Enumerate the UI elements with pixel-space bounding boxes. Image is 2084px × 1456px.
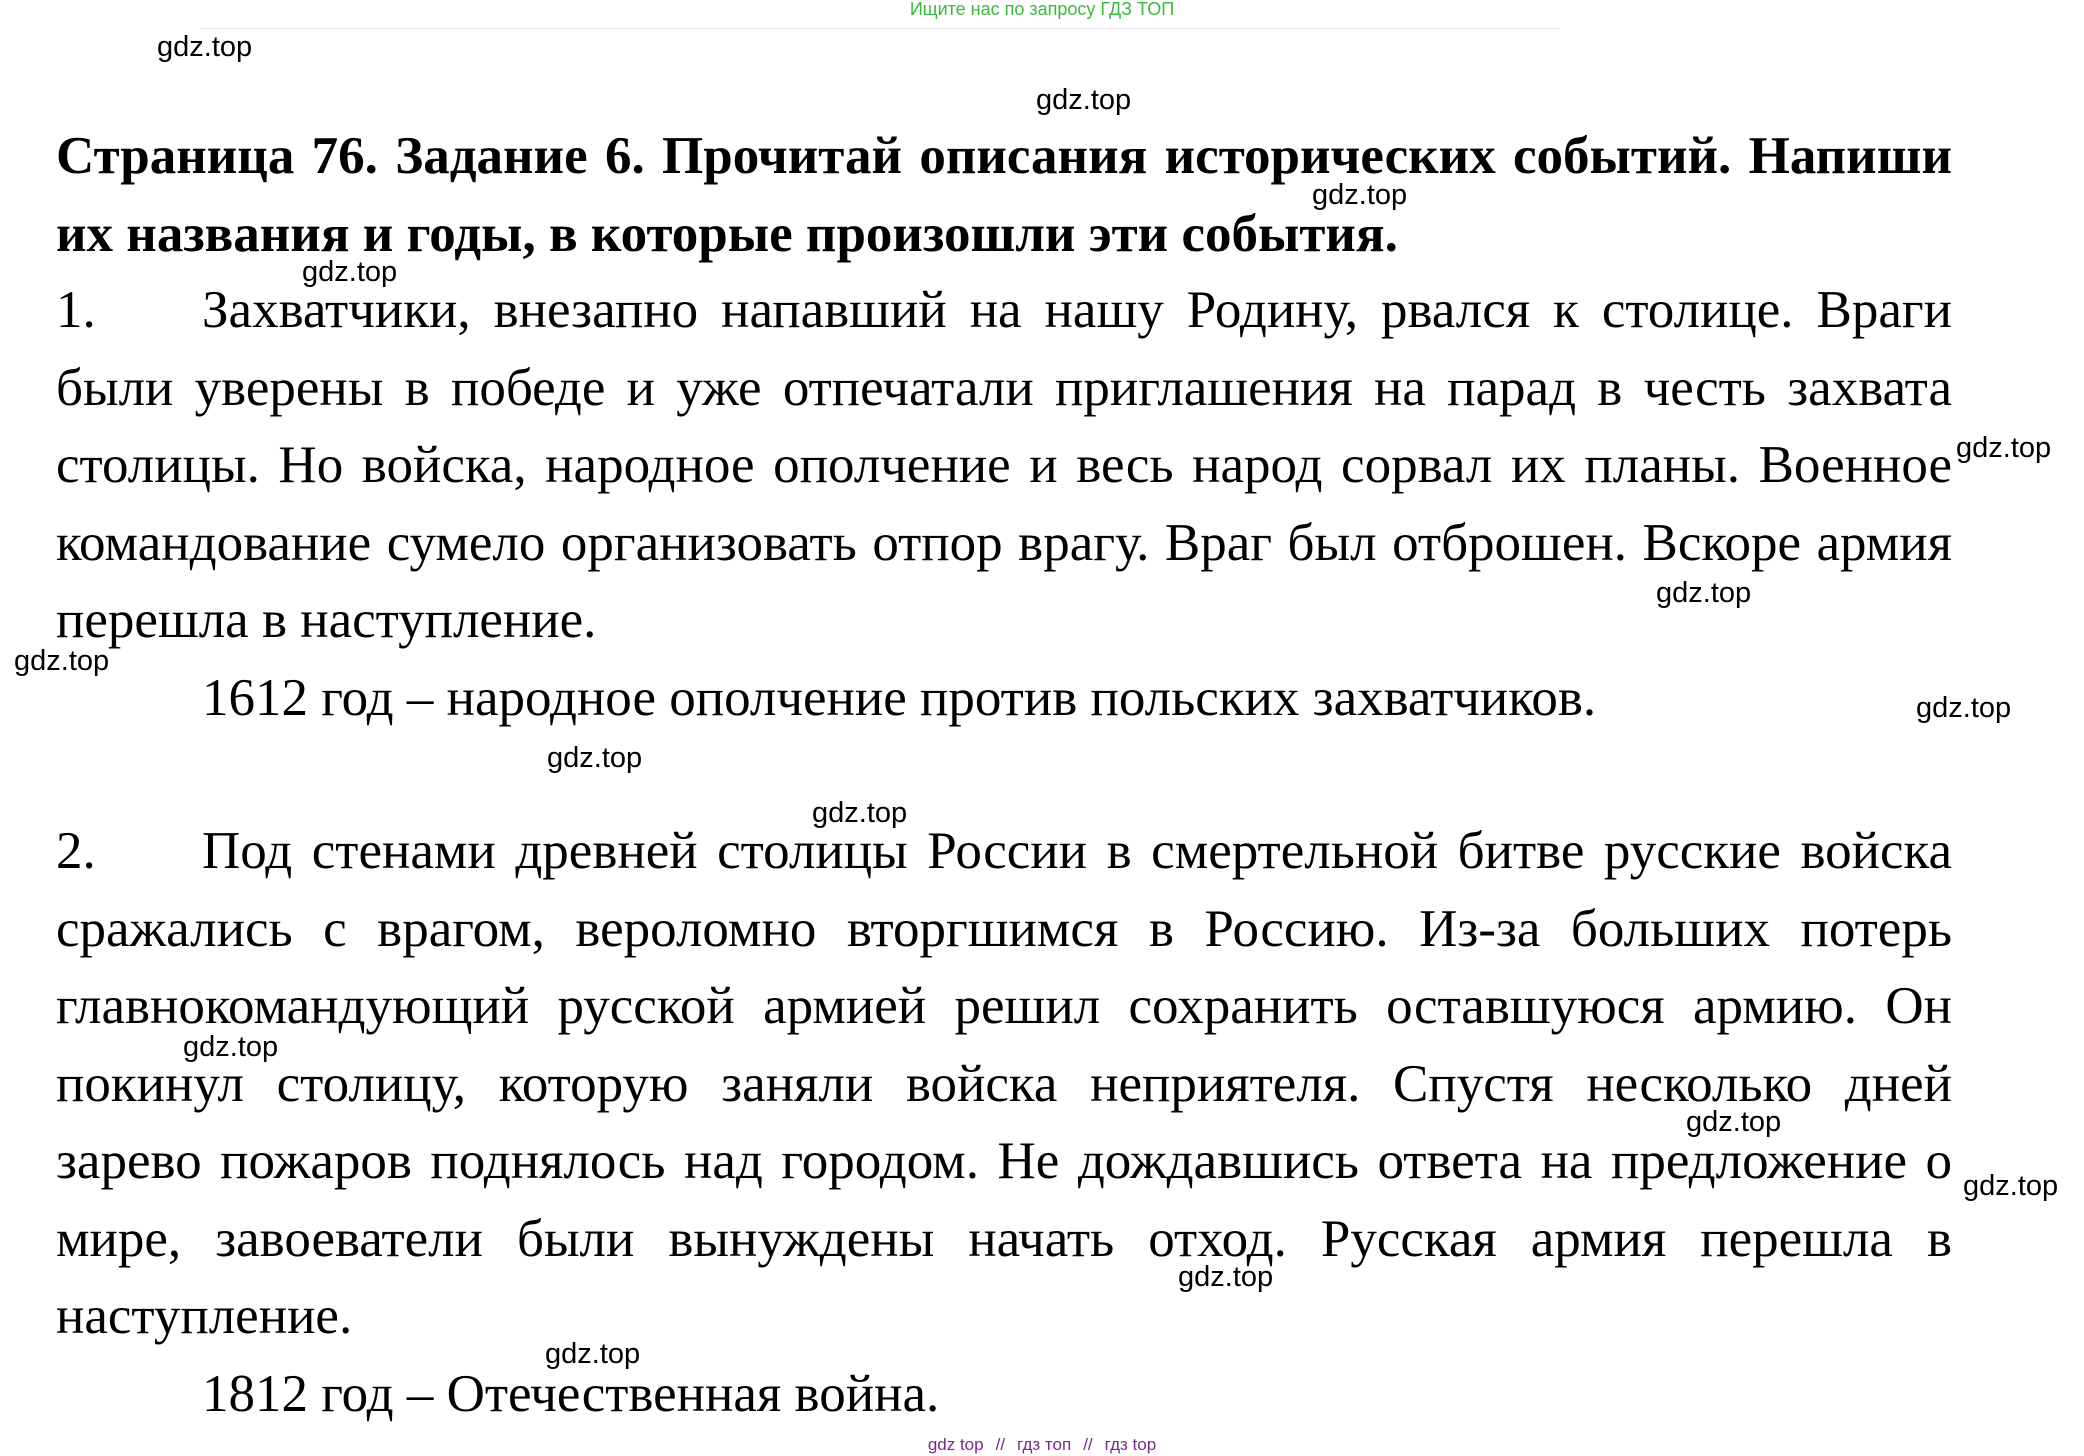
watermark: gdz.top [545, 1338, 641, 1370]
item-2-text: Под стенами древней столицы России в смертельной битве русские войска сражались с врагом, вероломно вторгшимся в Россию. Из-за больших потерь главнокомандующий русской армией решил сохранить оставшуюся армию. Он покинул столицу, которую заняли войска неприятеля. Спустя несколько дней зарево пожаров поднялось над городом. Не дождавшись ответа на предложение о мире, завоеватели были вынуждены начать отход. Русская армия перешла в наступление. [56, 822, 1952, 1345]
watermark: gdz.top [183, 1031, 279, 1063]
divider [200, 28, 1560, 29]
watermark: gdz.top [302, 256, 398, 288]
footer-link[interactable]: гдз top [1104, 1435, 1157, 1454]
watermark: gdz.top [1036, 84, 1132, 116]
watermark: gdz.top [1178, 1261, 1274, 1293]
item-2-answer: 1812 год – Отечественная война. [202, 1365, 940, 1423]
watermark: gdz.top [1963, 1170, 2059, 1202]
watermark: gdz.top [1312, 179, 1408, 211]
item-1-number: 1. [56, 281, 96, 339]
item-2-number: 2. [56, 822, 96, 880]
item-1-text: Захватчики, внезапно напавший на нашу Родину, рвался к столице. Враги были уверены в победе и уже отпечатали приглашения на парад в честь захвата столицы. Но войска, народное ополчение и весь народ сорвал их планы. Военное командование сумело организовать отпор врагу. Враг был отброшен. Вскоре армия перешла в наступление. [56, 281, 1952, 649]
footer-separator: // [995, 1435, 1006, 1454]
watermark: gdz.top [1686, 1106, 1782, 1138]
item-1-answer: 1612 год – народное ополчение против польских захватчиков. [202, 669, 1597, 727]
watermark: gdz.top [1956, 432, 2052, 464]
watermark: gdz.top [547, 742, 643, 774]
watermark: gdz.top [812, 797, 908, 829]
page-title: Страница 76. Задание 6. Прочитай описания исторических событий. Напиши их названия и годы, в которые произошли эти события. [56, 127, 1952, 263]
footer-links [0, 1436, 2084, 1453]
search-banner[interactable]: Ищите нас по запросу ГДЗ ТОП [909, 0, 1175, 19]
footer-link[interactable]: gdz top [927, 1435, 984, 1454]
watermark: gdz.top [157, 31, 253, 63]
watermark: gdz.top [14, 645, 110, 677]
footer-link[interactable]: гдз топ [1017, 1435, 1072, 1454]
watermark: gdz.top [1656, 577, 1752, 609]
item-2 [56, 813, 1952, 1356]
watermark: gdz.top [1916, 692, 2012, 724]
footer-separator: // [1083, 1435, 1093, 1454]
